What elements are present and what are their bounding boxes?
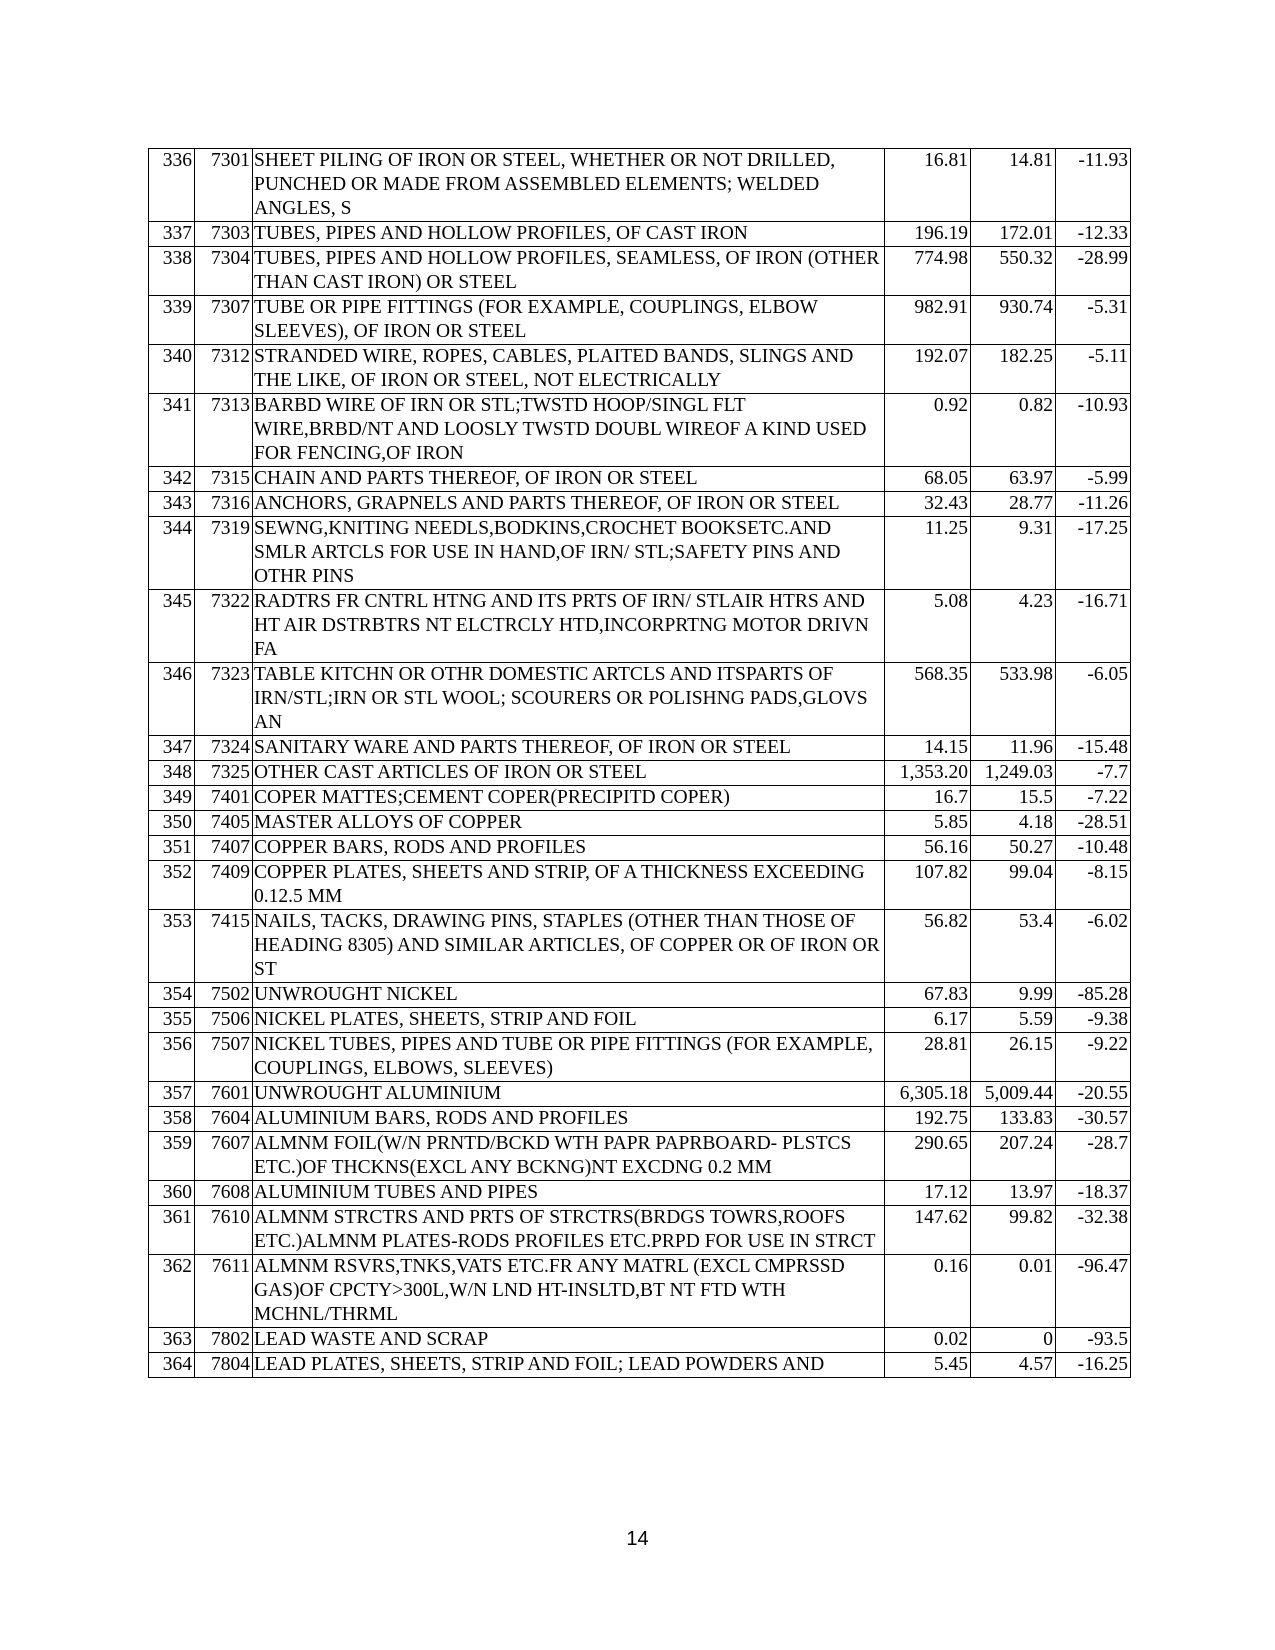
percent-change-cell: -16.25 bbox=[1056, 1353, 1131, 1378]
description-cell: OTHER CAST ARTICLES OF IRON OR STEEL bbox=[253, 761, 885, 786]
value-1-cell: 290.65 bbox=[885, 1132, 971, 1181]
value-2-cell: 99.82 bbox=[971, 1206, 1056, 1255]
value-1-cell: 6,305.18 bbox=[885, 1082, 971, 1107]
hs-code-cell: 7301 bbox=[195, 149, 253, 222]
value-2-cell: 28.77 bbox=[971, 492, 1056, 517]
hs-code-cell: 7304 bbox=[195, 247, 253, 296]
table-row bbox=[149, 1033, 1131, 1082]
value-1-cell: 0.02 bbox=[885, 1328, 971, 1353]
hs-code-cell: 7502 bbox=[195, 983, 253, 1008]
percent-change-cell: -85.28 bbox=[1056, 983, 1131, 1008]
hs-code-cell: 7415 bbox=[195, 910, 253, 983]
value-2-cell: 1,249.03 bbox=[971, 761, 1056, 786]
percent-change-cell: -28.51 bbox=[1056, 811, 1131, 836]
percent-change-cell: -10.48 bbox=[1056, 836, 1131, 861]
serial-number-cell: 338 bbox=[149, 247, 195, 296]
hs-code-cell: 7322 bbox=[195, 590, 253, 663]
value-1-cell: 56.16 bbox=[885, 836, 971, 861]
description-cell: COPPER PLATES, SHEETS AND STRIP, OF A THICKNESS EXCEEDING 0.12.5 MM bbox=[253, 861, 885, 910]
table-row bbox=[149, 761, 1131, 786]
table-row bbox=[149, 1255, 1131, 1328]
description-cell: BARBD WIRE OF IRN OR STL;TWSTD HOOP/SINGL FLT WIRE,BRBD/NT AND LOOSLY TWSTD DOUBL WIREOF A KIND USED FOR FENCING,OF IRON bbox=[253, 394, 885, 467]
value-1-cell: 147.62 bbox=[885, 1206, 971, 1255]
percent-change-cell: -16.71 bbox=[1056, 590, 1131, 663]
value-1-cell: 5.45 bbox=[885, 1353, 971, 1378]
value-2-cell: 15.5 bbox=[971, 786, 1056, 811]
value-1-cell: 982.91 bbox=[885, 296, 971, 345]
serial-number-cell: 339 bbox=[149, 296, 195, 345]
description-cell: UNWROUGHT NICKEL bbox=[253, 983, 885, 1008]
hs-code-cell: 7507 bbox=[195, 1033, 253, 1082]
trade-data-table bbox=[148, 148, 1131, 1378]
hs-code-cell: 7324 bbox=[195, 736, 253, 761]
percent-change-cell: -30.57 bbox=[1056, 1107, 1131, 1132]
description-cell: CHAIN AND PARTS THEREOF, OF IRON OR STEEL bbox=[253, 467, 885, 492]
value-2-cell: 133.83 bbox=[971, 1107, 1056, 1132]
hs-code-cell: 7611 bbox=[195, 1255, 253, 1328]
value-1-cell: 1,353.20 bbox=[885, 761, 971, 786]
percent-change-cell: -5.31 bbox=[1056, 296, 1131, 345]
table-row bbox=[149, 222, 1131, 247]
description-cell: NICKEL TUBES, PIPES AND TUBE OR PIPE FITTINGS (FOR EXAMPLE, COUPLINGS, ELBOWS, SLEEVES) bbox=[253, 1033, 885, 1082]
table-row bbox=[149, 247, 1131, 296]
serial-number-cell: 358 bbox=[149, 1107, 195, 1132]
value-2-cell: 9.31 bbox=[971, 517, 1056, 590]
description-cell: ALUMINIUM BARS, RODS AND PROFILES bbox=[253, 1107, 885, 1132]
hs-code-cell: 7303 bbox=[195, 222, 253, 247]
table-row bbox=[149, 1353, 1131, 1378]
value-1-cell: 5.85 bbox=[885, 811, 971, 836]
hs-code-cell: 7307 bbox=[195, 296, 253, 345]
description-cell: COPPER BARS, RODS AND PROFILES bbox=[253, 836, 885, 861]
value-2-cell: 172.01 bbox=[971, 222, 1056, 247]
description-cell: TABLE KITCHN OR OTHR DOMESTIC ARTCLS AND ITSPARTS OF IRN/STL;IRN OR STL WOOL; SCOURERS OR POLISHNG PADS,GLOVS AN bbox=[253, 663, 885, 736]
table-row bbox=[149, 1181, 1131, 1206]
serial-number-cell: 362 bbox=[149, 1255, 195, 1328]
percent-change-cell: -6.05 bbox=[1056, 663, 1131, 736]
hs-code-cell: 7802 bbox=[195, 1328, 253, 1353]
serial-number-cell: 346 bbox=[149, 663, 195, 736]
serial-number-cell: 336 bbox=[149, 149, 195, 222]
value-2-cell: 533.98 bbox=[971, 663, 1056, 736]
hs-code-cell: 7610 bbox=[195, 1206, 253, 1255]
percent-change-cell: -11.93 bbox=[1056, 149, 1131, 222]
table-row bbox=[149, 1132, 1131, 1181]
value-2-cell: 5,009.44 bbox=[971, 1082, 1056, 1107]
table-row bbox=[149, 983, 1131, 1008]
serial-number-cell: 355 bbox=[149, 1008, 195, 1033]
value-2-cell: 50.27 bbox=[971, 836, 1056, 861]
percent-change-cell: -8.15 bbox=[1056, 861, 1131, 910]
percent-change-cell: -5.99 bbox=[1056, 467, 1131, 492]
value-2-cell: 63.97 bbox=[971, 467, 1056, 492]
table-row bbox=[149, 1008, 1131, 1033]
hs-code-cell: 7323 bbox=[195, 663, 253, 736]
table-row bbox=[149, 1328, 1131, 1353]
serial-number-cell: 364 bbox=[149, 1353, 195, 1378]
value-1-cell: 16.81 bbox=[885, 149, 971, 222]
serial-number-cell: 360 bbox=[149, 1181, 195, 1206]
hs-code-cell: 7409 bbox=[195, 861, 253, 910]
serial-number-cell: 344 bbox=[149, 517, 195, 590]
percent-change-cell: -6.02 bbox=[1056, 910, 1131, 983]
serial-number-cell: 353 bbox=[149, 910, 195, 983]
description-cell: ALMNM STRCTRS AND PRTS OF STRCTRS(BRDGS TOWRS,ROOFS ETC.)ALMNM PLATES-RODS PROFILES ETC.PRPD FOR USE IN STRCT bbox=[253, 1206, 885, 1255]
description-cell: RADTRS FR CNTRL HTNG AND ITS PRTS OF IRN/ STLAIR HTRS AND HT AIR DSTRBTRS NT ELCTRCLY HTD,INCORPRTNG MOTOR DRIVN FA bbox=[253, 590, 885, 663]
table-row bbox=[149, 1082, 1131, 1107]
description-cell: SANITARY WARE AND PARTS THEREOF, OF IRON OR STEEL bbox=[253, 736, 885, 761]
value-1-cell: 192.07 bbox=[885, 345, 971, 394]
value-2-cell: 99.04 bbox=[971, 861, 1056, 910]
value-2-cell: 930.74 bbox=[971, 296, 1056, 345]
percent-change-cell: -20.55 bbox=[1056, 1082, 1131, 1107]
serial-number-cell: 351 bbox=[149, 836, 195, 861]
percent-change-cell: -12.33 bbox=[1056, 222, 1131, 247]
value-1-cell: 67.83 bbox=[885, 983, 971, 1008]
hs-code-cell: 7319 bbox=[195, 517, 253, 590]
hs-code-cell: 7608 bbox=[195, 1181, 253, 1206]
serial-number-cell: 337 bbox=[149, 222, 195, 247]
value-1-cell: 196.19 bbox=[885, 222, 971, 247]
percent-change-cell: -96.47 bbox=[1056, 1255, 1131, 1328]
hs-code-cell: 7405 bbox=[195, 811, 253, 836]
table-row bbox=[149, 296, 1131, 345]
serial-number-cell: 357 bbox=[149, 1082, 195, 1107]
table-row bbox=[149, 1107, 1131, 1132]
table-row bbox=[149, 492, 1131, 517]
value-2-cell: 0.82 bbox=[971, 394, 1056, 467]
table-row bbox=[149, 149, 1131, 222]
serial-number-cell: 354 bbox=[149, 983, 195, 1008]
value-2-cell: 182.25 bbox=[971, 345, 1056, 394]
percent-change-cell: -7.22 bbox=[1056, 786, 1131, 811]
table-row bbox=[149, 345, 1131, 394]
value-1-cell: 192.75 bbox=[885, 1107, 971, 1132]
table-row bbox=[149, 590, 1131, 663]
serial-number-cell: 340 bbox=[149, 345, 195, 394]
table-body bbox=[149, 149, 1131, 1378]
table-row bbox=[149, 836, 1131, 861]
description-cell: TUBES, PIPES AND HOLLOW PROFILES, SEAMLESS, OF IRON (OTHER THAN CAST IRON) OR STEEL bbox=[253, 247, 885, 296]
serial-number-cell: 359 bbox=[149, 1132, 195, 1181]
percent-change-cell: -18.37 bbox=[1056, 1181, 1131, 1206]
serial-number-cell: 341 bbox=[149, 394, 195, 467]
description-cell: SHEET PILING OF IRON OR STEEL, WHETHER OR NOT DRILLED, PUNCHED OR MADE FROM ASSEMBLED ELEMENTS; WELDED ANGLES, S bbox=[253, 149, 885, 222]
hs-code-cell: 7506 bbox=[195, 1008, 253, 1033]
description-cell: ANCHORS, GRAPNELS AND PARTS THEREOF, OF IRON OR STEEL bbox=[253, 492, 885, 517]
table-row bbox=[149, 467, 1131, 492]
value-2-cell: 26.15 bbox=[971, 1033, 1056, 1082]
description-cell: NAILS, TACKS, DRAWING PINS, STAPLES (OTHER THAN THOSE OF HEADING 8305) AND SIMILAR ARTICLES, OF COPPER OR OF IRON OR ST bbox=[253, 910, 885, 983]
serial-number-cell: 349 bbox=[149, 786, 195, 811]
serial-number-cell: 363 bbox=[149, 1328, 195, 1353]
table-row bbox=[149, 910, 1131, 983]
description-cell: STRANDED WIRE, ROPES, CABLES, PLAITED BANDS, SLINGS AND THE LIKE, OF IRON OR STEEL, NOT ELECTRICALLY bbox=[253, 345, 885, 394]
serial-number-cell: 345 bbox=[149, 590, 195, 663]
description-cell: ALUMINIUM TUBES AND PIPES bbox=[253, 1181, 885, 1206]
hs-code-cell: 7407 bbox=[195, 836, 253, 861]
description-cell: NICKEL PLATES, SHEETS, STRIP AND FOIL bbox=[253, 1008, 885, 1033]
value-1-cell: 56.82 bbox=[885, 910, 971, 983]
description-cell: MASTER ALLOYS OF COPPER bbox=[253, 811, 885, 836]
serial-number-cell: 361 bbox=[149, 1206, 195, 1255]
serial-number-cell: 356 bbox=[149, 1033, 195, 1082]
percent-change-cell: -5.11 bbox=[1056, 345, 1131, 394]
percent-change-cell: -9.22 bbox=[1056, 1033, 1131, 1082]
description-cell: LEAD WASTE AND SCRAP bbox=[253, 1328, 885, 1353]
hs-code-cell: 7604 bbox=[195, 1107, 253, 1132]
hs-code-cell: 7325 bbox=[195, 761, 253, 786]
value-1-cell: 0.16 bbox=[885, 1255, 971, 1328]
percent-change-cell: -10.93 bbox=[1056, 394, 1131, 467]
table-row bbox=[149, 663, 1131, 736]
value-2-cell: 11.96 bbox=[971, 736, 1056, 761]
value-2-cell: 0 bbox=[971, 1328, 1056, 1353]
hs-code-cell: 7607 bbox=[195, 1132, 253, 1181]
hs-code-cell: 7401 bbox=[195, 786, 253, 811]
value-1-cell: 17.12 bbox=[885, 1181, 971, 1206]
page-number: 14 bbox=[626, 1528, 649, 1550]
value-1-cell: 16.7 bbox=[885, 786, 971, 811]
percent-change-cell: -28.7 bbox=[1056, 1132, 1131, 1181]
value-2-cell: 4.18 bbox=[971, 811, 1056, 836]
description-cell: TUBE OR PIPE FITTINGS (FOR EXAMPLE, COUPLINGS, ELBOW SLEEVES), OF IRON OR STEEL bbox=[253, 296, 885, 345]
value-2-cell: 550.32 bbox=[971, 247, 1056, 296]
serial-number-cell: 348 bbox=[149, 761, 195, 786]
hs-code-cell: 7316 bbox=[195, 492, 253, 517]
table-row bbox=[149, 861, 1131, 910]
value-1-cell: 6.17 bbox=[885, 1008, 971, 1033]
table-row bbox=[149, 1206, 1131, 1255]
value-2-cell: 207.24 bbox=[971, 1132, 1056, 1181]
description-cell: LEAD PLATES, SHEETS, STRIP AND FOIL; LEAD POWDERS AND bbox=[253, 1353, 885, 1378]
description-cell: ALMNM RSVRS,TNKS,VATS ETC.FR ANY MATRL (EXCL CMPRSSD GAS)OF CPCTY>300L,W/N LND HT-INSLTD,BT NT FTD WTH MCHNL/THRML bbox=[253, 1255, 885, 1328]
table-row bbox=[149, 811, 1131, 836]
percent-change-cell: -9.38 bbox=[1056, 1008, 1131, 1033]
description-cell: ALMNM FOIL(W/N PRNTD/BCKD WTH PAPR PAPRBOARD- PLSTCS ETC.)OF THCKNS(EXCL ANY BCKNG)NT EXCDNG 0.2 MM bbox=[253, 1132, 885, 1181]
hs-code-cell: 7804 bbox=[195, 1353, 253, 1378]
value-1-cell: 774.98 bbox=[885, 247, 971, 296]
value-2-cell: 4.57 bbox=[971, 1353, 1056, 1378]
table-row bbox=[149, 736, 1131, 761]
value-1-cell: 14.15 bbox=[885, 736, 971, 761]
percent-change-cell: -28.99 bbox=[1056, 247, 1131, 296]
description-cell: SEWNG,KNITING NEEDLS,BODKINS,CROCHET BOOKSETC.AND SMLR ARTCLS FOR USE IN HAND,OF IRN/ STL;SAFETY PINS AND OTHR PINS bbox=[253, 517, 885, 590]
value-1-cell: 11.25 bbox=[885, 517, 971, 590]
hs-code-cell: 7312 bbox=[195, 345, 253, 394]
description-cell: TUBES, PIPES AND HOLLOW PROFILES, OF CAST IRON bbox=[253, 222, 885, 247]
description-cell: COPER MATTES;CEMENT COPER(PRECIPITD COPER) bbox=[253, 786, 885, 811]
value-2-cell: 13.97 bbox=[971, 1181, 1056, 1206]
percent-change-cell: -93.5 bbox=[1056, 1328, 1131, 1353]
percent-change-cell: -17.25 bbox=[1056, 517, 1131, 590]
serial-number-cell: 343 bbox=[149, 492, 195, 517]
value-1-cell: 28.81 bbox=[885, 1033, 971, 1082]
value-1-cell: 68.05 bbox=[885, 467, 971, 492]
value-1-cell: 568.35 bbox=[885, 663, 971, 736]
value-2-cell: 0.01 bbox=[971, 1255, 1056, 1328]
serial-number-cell: 352 bbox=[149, 861, 195, 910]
serial-number-cell: 347 bbox=[149, 736, 195, 761]
value-2-cell: 14.81 bbox=[971, 149, 1056, 222]
percent-change-cell: -32.38 bbox=[1056, 1206, 1131, 1255]
hs-code-cell: 7601 bbox=[195, 1082, 253, 1107]
percent-change-cell: -15.48 bbox=[1056, 736, 1131, 761]
table-row bbox=[149, 394, 1131, 467]
value-1-cell: 107.82 bbox=[885, 861, 971, 910]
value-1-cell: 32.43 bbox=[885, 492, 971, 517]
value-2-cell: 53.4 bbox=[971, 910, 1056, 983]
value-2-cell: 9.99 bbox=[971, 983, 1056, 1008]
description-cell: UNWROUGHT ALUMINIUM bbox=[253, 1082, 885, 1107]
serial-number-cell: 350 bbox=[149, 811, 195, 836]
hs-code-cell: 7315 bbox=[195, 467, 253, 492]
value-2-cell: 4.23 bbox=[971, 590, 1056, 663]
value-2-cell: 5.59 bbox=[971, 1008, 1056, 1033]
serial-number-cell: 342 bbox=[149, 467, 195, 492]
percent-change-cell: -11.26 bbox=[1056, 492, 1131, 517]
hs-code-cell: 7313 bbox=[195, 394, 253, 467]
percent-change-cell: -7.7 bbox=[1056, 761, 1131, 786]
table-row bbox=[149, 786, 1131, 811]
value-1-cell: 5.08 bbox=[885, 590, 971, 663]
value-1-cell: 0.92 bbox=[885, 394, 971, 467]
table-row bbox=[149, 517, 1131, 590]
